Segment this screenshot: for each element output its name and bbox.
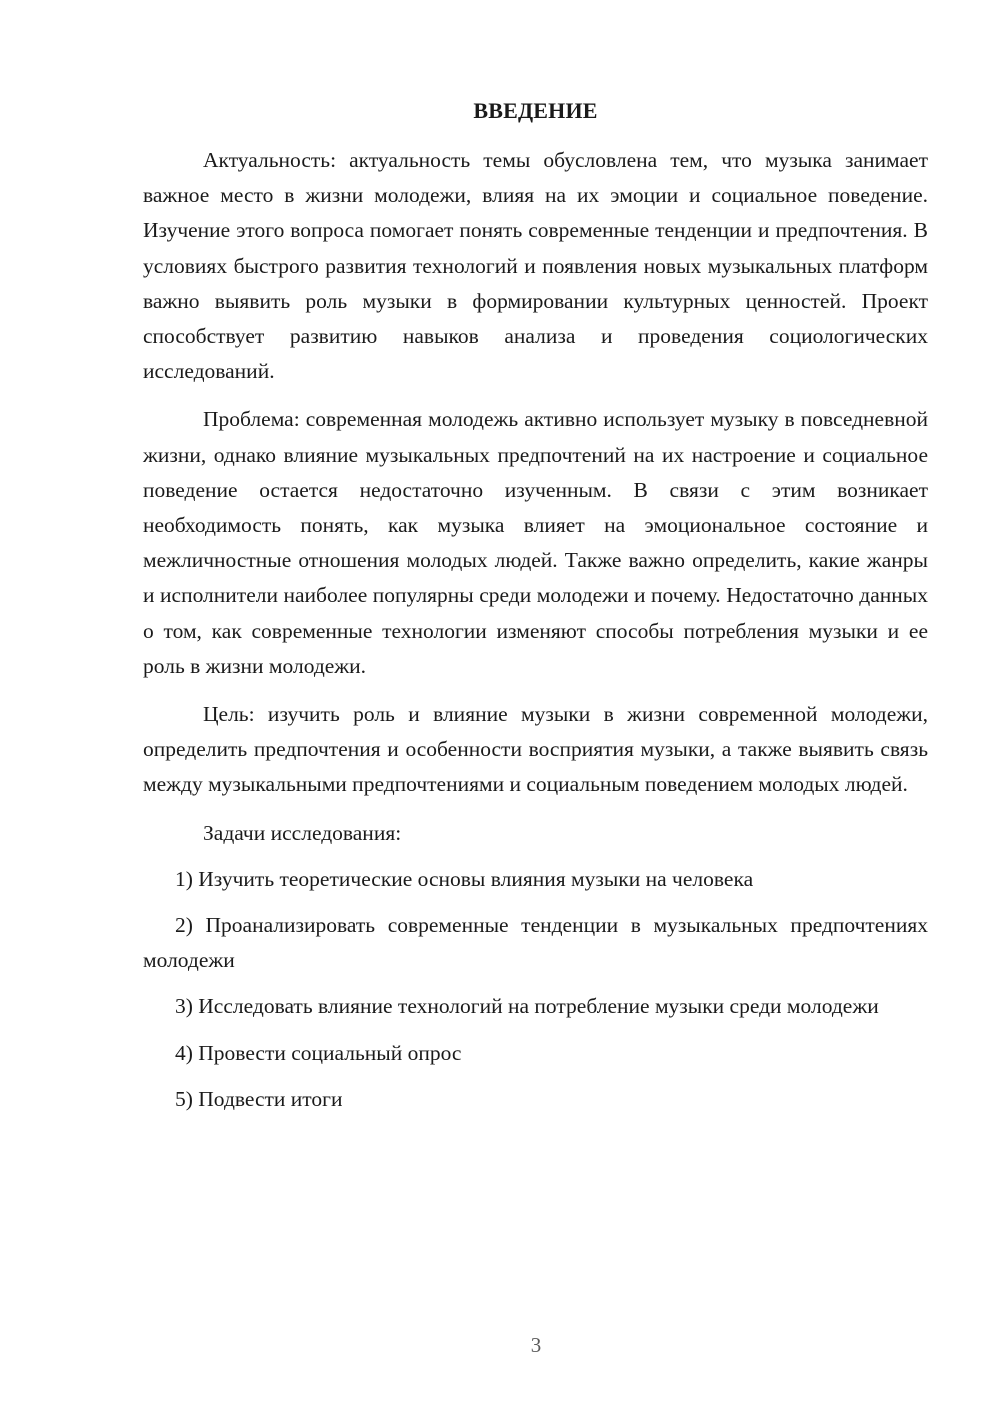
section-title: ВВЕДЕНИЕ [473, 98, 598, 123]
task-item: 4) Провести социальный опрос [175, 1040, 462, 1065]
page-number: 3 [530, 1333, 542, 1357]
tasks-heading: Задачи исследования: [203, 820, 402, 845]
tasks-list [143, 862, 928, 1117]
paragraph-goal: Цель: изучить роль и влияние музыки в жизни современной молодежи, определить предпочтения и особенности восприятия музыки, а также выявить связь между музыкальными предпочтениями и социальным поведением молодых людей. [143, 702, 928, 797]
task-item: 3) Исследовать влияние технологий на потребление музыки среди молодежи [175, 994, 879, 1019]
task-item: 1) Изучить теоретические основы влияния музыки на человека [175, 866, 754, 891]
paragraph-relevance: Актуальность: актуальность темы обусловлена тем, что музыка занимает важное место в жизни молодежи, влияя на их эмоции и социальное поведение. Изучение этого вопроса помогает понять современные тенденции и предпочтения. В условиях быстрого развития технологий и появления новых музыкальных платформ важно выявить роль музыки в формировании культурных ценностей. Проект способствует развитию навыков анализа и проведения социологических исследований. [143, 148, 928, 384]
task-item: 2) Проанализировать современные тенденции в музыкальных предпочтениях молодежи [143, 913, 928, 973]
page-content [143, 94, 928, 1128]
paragraph-problem: Проблема: современная молодежь активно использует музыку в повседневной жизни, однако влияние музыкальных предпочтений на их настроение и социальное поведение остается недостаточно изученным. В связи с этим возникает необходимость понять, как музыка влияет на эмоциональное состояние и межличностные отношения молодых людей. Также важно определить, какие жанры и исполнители наиболее популярны среди молодежи и почему. Недостаточно данных о том, как современные технологии изменяют способы потребления музыки и ее роль в жизни молодежи. [143, 407, 928, 678]
task-item: 5) Подвести итоги [175, 1086, 343, 1111]
